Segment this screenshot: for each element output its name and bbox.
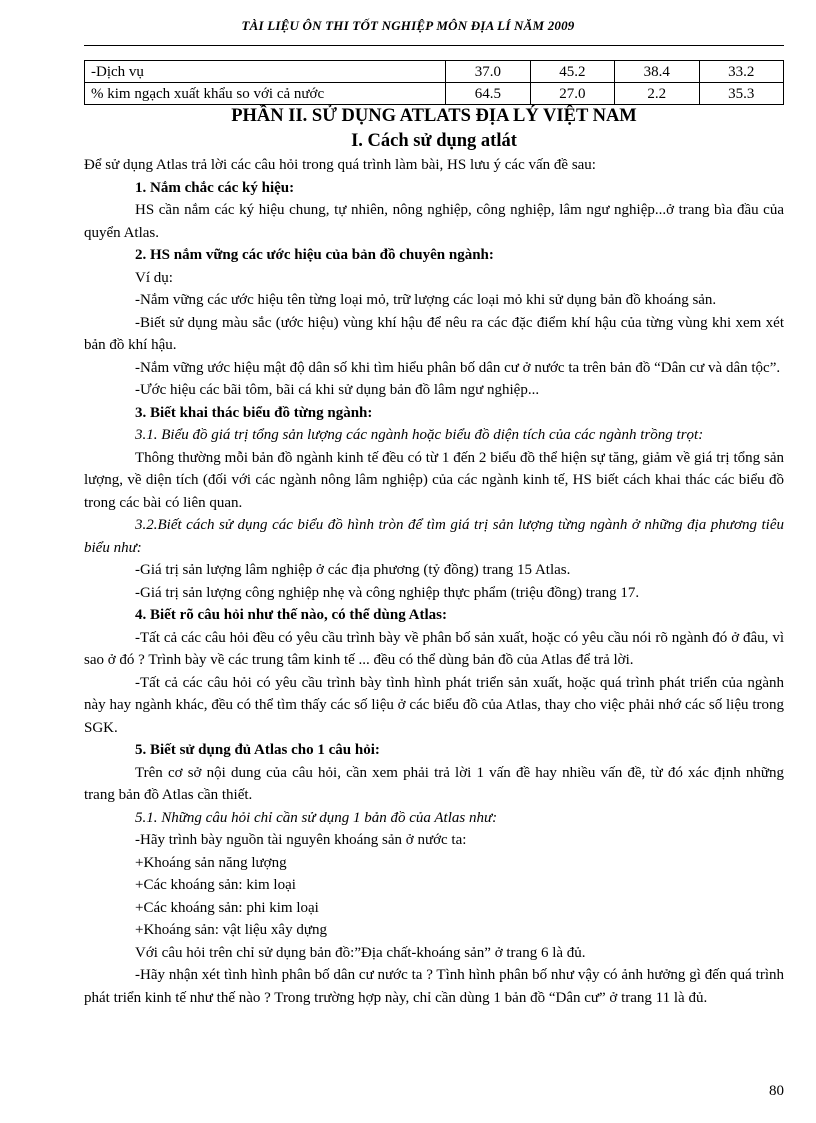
paragraph: Trên cơ sở nội dung của câu hỏi, cần xem phải trả lời 1 vấn đề hay nhiều vấn đề, từ đó xác định những trang bản đồ Atlas cần thiết. xyxy=(84,764,784,803)
paragraph: -Giá trị sản lượng lâm nghiệp ở các địa phương (tỷ đồng) trang 15 Atlas. xyxy=(135,562,571,578)
heading-5: 5. Biết sử dụng đủ Atlas cho 1 câu hỏi: xyxy=(135,742,380,758)
table-cell-label: % kim ngạch xuất khẩu so với cả nước xyxy=(85,83,446,105)
intro-paragraph: Để sử dụng Atlas trả lời các câu hỏi trong quá trình làm bài, HS lưu ý các vấn đề sau: xyxy=(84,157,596,173)
paragraph: Thông thường mỗi bản đồ ngành kinh tế đều có từ 1 đến 2 biểu đồ thể hiện sự tăng, giảm về giá trị tổng sản lượng, về diện tích (đối với các ngành nông lâm nghiệp) của các ngành kinh tế, HS biết cách khai thác các biểu đồ trong các bài có liên quan. xyxy=(84,449,784,511)
data-table xyxy=(84,60,784,105)
paragraph: -Tất cả các câu hỏi đều có yêu cầu trình bày về phân bố sản xuất, hoặc có yêu cầu nói rõ ngành đó ở đâu, vì sao ở đó ? Trình bày về các trung tâm kinh tế ... đều có thể dùng bản đồ của Atlas để trả lời. xyxy=(84,629,784,668)
subheading-3-2: 3.2.Biết cách sử dụng các biểu đồ hình tròn để tìm giá trị sản lượng từng ngành ở những địa phương tiêu biểu như: xyxy=(84,517,784,556)
subheading-5-1: 5.1. Những câu hỏi chỉ cần sử dụng 1 bản đồ của Atlas như: xyxy=(135,809,498,826)
paragraph: -Nắm vững các ước hiệu tên từng loại mỏ, trữ lượng các loại mỏ khi sử dụng bản đồ khoáng sản. xyxy=(135,292,717,308)
table-cell: 45.2 xyxy=(530,61,614,83)
table-cell: 35.3 xyxy=(699,83,784,105)
table-cell: 2.2 xyxy=(615,83,699,105)
table-cell: 38.4 xyxy=(615,61,699,83)
header-rule xyxy=(84,45,784,46)
paragraph: -Hãy nhận xét tình hình phân bố dân cư nước ta ? Tình hình phân bố như vậy có ảnh hưởng gì đến quá trình phát triển kinh tế như thế nào ? Trong trường hợp này, chỉ cần dùng 1 bản đồ “Dân cư” ở trang 11 là đủ. xyxy=(84,967,784,1006)
page-header: TÀI LIỆU ÔN THI TỐT NGHIỆP MÔN ĐỊA LÍ NĂM 2009 xyxy=(241,18,575,33)
heading-4: 4. Biết rõ câu hỏi như thế nào, có thể dùng Atlas: xyxy=(135,607,447,623)
heading-2: 2. HS nắm vững các ước hiệu của bản đồ chuyên ngành: xyxy=(135,247,494,263)
table-cell: 64.5 xyxy=(446,83,530,105)
table-row xyxy=(85,61,784,83)
paragraph: -Ước hiệu các bãi tôm, bãi cá khi sử dụng bản đồ lâm ngư nghiệp... xyxy=(135,382,540,398)
list-item: +Các khoáng sản: phi kim loại xyxy=(135,899,319,916)
example-label: Ví dụ: xyxy=(135,269,173,286)
paragraph: Với câu hỏi trên chỉ sử dụng bản đồ:”Địa chất-khoáng sản” ở trang 6 là đủ. xyxy=(135,944,586,961)
paragraph: -Hãy trình bày nguồn tài nguyên khoáng sản ở nước ta: xyxy=(135,832,467,848)
table-cell: 27.0 xyxy=(530,83,614,105)
heading-3: 3. Biết khai thác biểu đồ từng ngành: xyxy=(135,404,373,421)
paragraph: -Giá trị sản lượng công nghiệp nhẹ và công nghiệp thực phẩm (triệu đồng) trang 17. xyxy=(135,584,640,601)
table-cell-label: -Dịch vụ xyxy=(85,61,446,83)
page-number: 80 xyxy=(769,1083,784,1099)
document-body xyxy=(84,104,784,1009)
list-item: +Các khoáng sản: kim loại xyxy=(135,877,296,893)
subheading-3-1: 3.1. Biểu đồ giá trị tổng sản lượng các ngành hoặc biểu đồ diện tích của các ngành trồng trọt: xyxy=(135,427,704,443)
table-cell: 33.2 xyxy=(699,61,784,83)
list-item: +Khoáng sản năng lượng xyxy=(135,854,287,871)
paragraph: -Biết sử dụng màu sắc (ước hiệu) vùng khí hậu để nêu ra các đặc điểm khí hậu của từng vùng khi xem xét bản đồ khí hậu. xyxy=(84,314,784,353)
paragraph: HS cần nắm các ký hiệu chung, tự nhiên, nông nghiệp, công nghiệp, lâm ngư nghiệp...ở trang bìa đầu của quyển Atlas. xyxy=(84,202,784,241)
part-title: PHẦN II. SỬ DỤNG ATLATS ĐỊA LÝ VIỆT NAM xyxy=(231,106,637,126)
list-item: +Khoáng sản: vật liệu xây dựng xyxy=(135,922,327,938)
section-title: I. Cách sử dụng atlát xyxy=(351,131,517,151)
paragraph: -Nắm vững ước hiệu mật độ dân số khi tìm hiểu phân bố dân cư ở nước ta trên bản đồ “Dân cư và dân tộc”. xyxy=(135,359,781,376)
table-row xyxy=(85,83,784,105)
table-cell: 37.0 xyxy=(446,61,530,83)
heading-1: 1. Nắm chắc các ký hiệu: xyxy=(135,179,295,196)
paragraph: -Tất cả các câu hỏi có yêu cầu trình bày tình hình phát triển sản xuất, hoặc quá trình phát triển của ngành này hay ngành khác, đều có thể tìm thấy các số liệu ở các biểu đồ của Atlas, thay cho việc phải nhớ các số liệu trong SGK. xyxy=(84,674,784,736)
